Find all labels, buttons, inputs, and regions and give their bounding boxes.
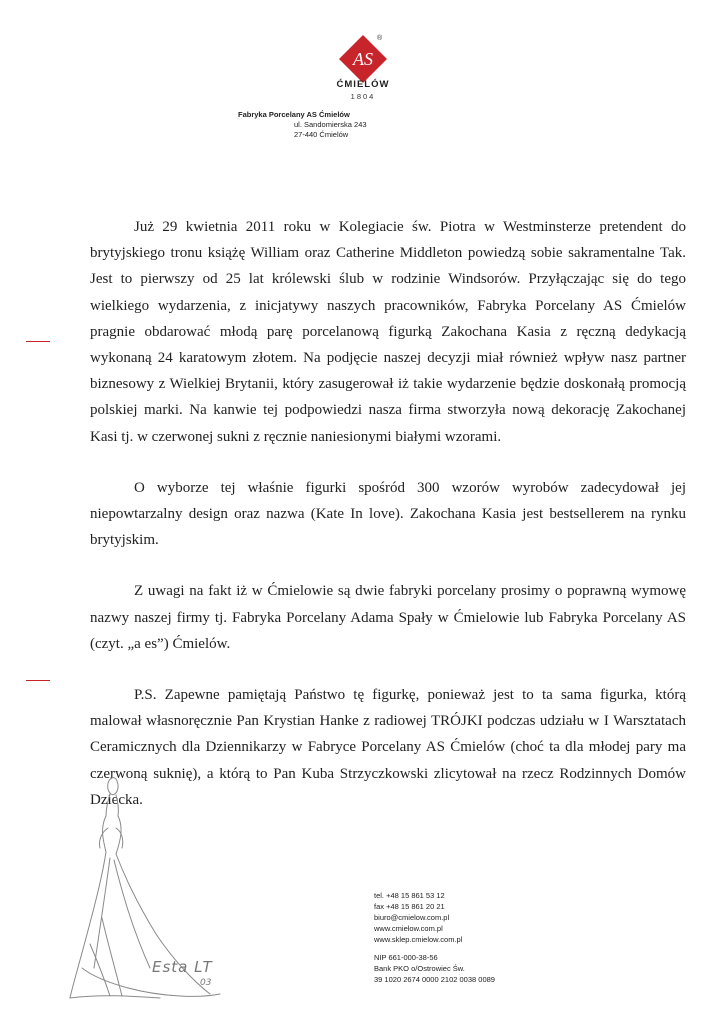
footer-phone: tel. +48 15 861 53 12 [374, 891, 445, 900]
artist-signature-year: 03 [200, 978, 212, 988]
letter-body [90, 214, 686, 813]
company-name: Fabryka Porcelany AS Ćmielów [238, 110, 350, 119]
company-street: ul. Sandomierska 243 [294, 120, 367, 129]
company-city: 27-440 Ćmielów [294, 129, 349, 139]
footer-email: biuro@cmielow.com.pl [374, 913, 450, 922]
footer-nip: NIP 661-000-38-56 [374, 953, 438, 962]
fold-mark-top [26, 341, 50, 342]
footer-fax: fax +48 15 861 20 21 [374, 902, 445, 911]
paragraph-4: P.S. Zapewne pamiętają Państwo tę figurkę, ponieważ jest to ta sama figurka, którą malował własnoręcznie Pan Krystian Hanke z radiowej TRÓJKI podczas udziału w I Warsztatach Ceramicznych dla Dziennikarzy w Fabryce Porcelany AS Ćmielów (choć ta dla młodej pary ma czerwoną suknię), a którą to Pan Kuba Strzyczkowski zlicytował na rzecz Rodzinnych Domów Dziecka. [90, 687, 686, 808]
footer-website: www.cmielow.com.pl [374, 924, 443, 933]
artist-signature: Esta LT [152, 958, 213, 976]
brand-year: 1804 [350, 92, 376, 101]
fold-mark-bottom [26, 680, 50, 681]
footer-shop: www.sklep.cmielow.com.pl [374, 935, 463, 944]
figurine-sketch [60, 768, 240, 1000]
registered-mark: ® [377, 35, 383, 42]
brand-name: ĆMIELÓW [336, 79, 390, 90]
paragraph-2: O wyborze tej właśnie figurki spośród 300 wzorów wyrobów zadecydował jej niepowtarzalny design oraz nazwa (Kate In love). Zakochana Kasia jest bestsellerem na rynku brytyjskim. [90, 479, 686, 549]
paragraph-3: Z uwagi na fakt iż w Ćmielowie są dwie fabryki porcelany prosimy o poprawną wymowę nazwy naszej firmy tj. Fabryka Porcelany Adama Spały w Ćmielowie lub Fabryka Porcelany AS (czyt. „a es”) Ćmielów. [90, 583, 686, 652]
logo-monogram: AS [353, 49, 373, 69]
footer-account: 39 1020 2674 0000 2102 0038 0089 [374, 975, 495, 984]
paragraph-1: Już 29 kwietnia 2011 roku w Kolegiacie św. Piotra w Westminsterze pretendent do brytyjskiego tronu książę William oraz Catherine Middleton powiedzą sobie sakramentalne Tak. Jest to pierwszy od 25 lat królewski ślub w rodzinie Windsorów. Przyłączając się do tego wielkiego wydarzenia, z inicjatywy naszych pracowników, Fabryka Porcelany AS Ćmielów pragnie obdarować młodą parę porcelanową figurką Zakochana Kasia z ręczną dedykacją wykonaną 24 karatowym złotem. Na podjęcie naszej decyzji miał również wpływ nasz partner biznesowy z Wielkiej Brytanii, który zasugerował iż takie wydarzenie będzie doskonałą promocją polskiej marki. Na kanwie tej podpowiedzi nasza firma stworzyła nową dekorację Zakochanej Kasi tj. w czerwonej sukni z ręcznie naniesionymi białymi wzorami. [90, 219, 686, 445]
footer-bank: Bank PKO o/Ostrowiec Św. [374, 964, 465, 973]
